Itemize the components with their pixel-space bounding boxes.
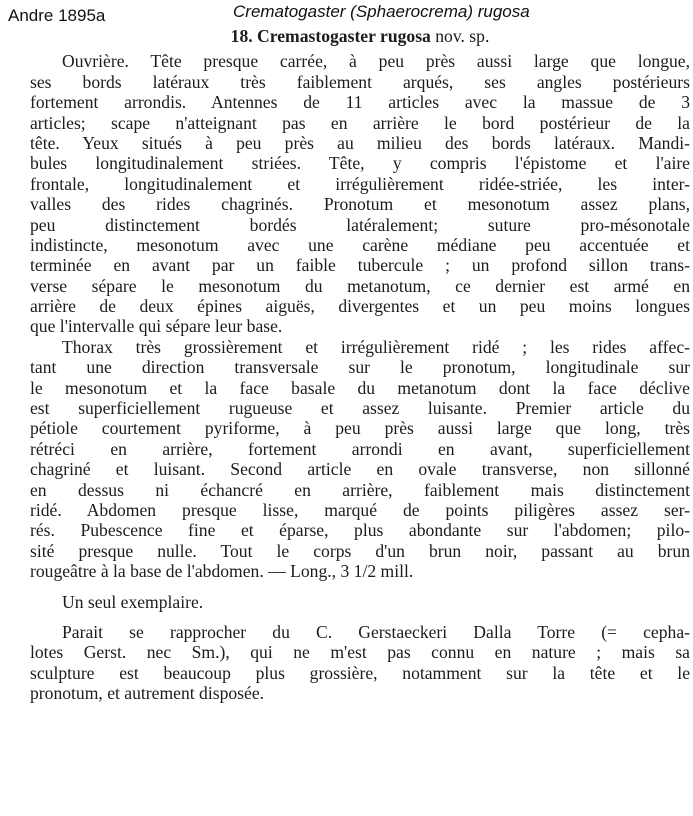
text-line: que l'intervalle qui sépare leur base. (30, 316, 283, 337)
species-name: Cremastogaster rugosa (257, 26, 431, 46)
text-line: bules longitudinalement striées. Tête, y compris l'épistome et l'aire (30, 153, 690, 174)
text-line: ses bords latéraux très faiblement arqués, ses angles postérieurs (30, 71, 690, 92)
citation-label: Andre 1895a (8, 6, 106, 25)
text-line: pronotum, et autrement disposée. (30, 683, 265, 704)
text-line: sité presque nulle. Tout le corps d'un brun noir, passant au brun (30, 540, 690, 561)
text-line: rougeâtre à la base de l'abdomen. — Long., 3 1/2 mill. (30, 561, 414, 582)
paragraph-specimen (30, 592, 690, 612)
text-line: lotes Gerst. nec Sm.), qui ne m'est pas connu en nature ; mais sa (30, 642, 690, 663)
text-line: verse sépare le mesonotum du metanotum, ce dernier est armé en (30, 275, 690, 296)
text-line: terminée en avant par un faible tubercule ; un profond sillon trans- (30, 255, 690, 276)
page-body (30, 24, 690, 704)
paragraph-comparison (30, 622, 690, 704)
text-line: articles; scape n'atteignant pas en arrière le bord postérieur de la (30, 112, 690, 133)
paragraph-thorax (30, 337, 690, 582)
text-line: le mesonotum et la face basale du metanotum dont la face déclive (30, 377, 690, 398)
text-line: ridé. Abdomen presque lisse, marqué de points piligères assez ser- (30, 500, 690, 520)
species-number: 18. (230, 26, 253, 46)
text-line: Un seul exemplaire. (62, 591, 204, 612)
text-line: Ouvrière. Tête presque carrée, à peu près aussi large que longue, (62, 51, 690, 72)
text-line: rétréci en arrière, fortement arrondi en avant, superficiellement (30, 438, 690, 459)
text-line: tête. Yeux situés à peu près au milieu des bords latéraux. Mandi- (30, 132, 690, 153)
species-suffix: nov. sp. (435, 26, 490, 46)
text-line: en dessus ni échancré en arrière, faiblement mais distinctement (30, 479, 690, 500)
text-line: est superficiellement rugueuse et assez luisante. Premier article du (30, 398, 690, 419)
text-line: valles des rides chagrinés. Pronotum et mesonotum assez plans, (30, 194, 690, 215)
text-line: Parait se rapprocher du C. Gerstaeckeri Dalla Torre (= cepha- (62, 621, 690, 642)
text-line: arrière de deux épines aiguës, divergentes et un peu moins longues (30, 296, 690, 317)
paragraph-description (30, 51, 690, 336)
text-line: rés. Pubescence fine et éparse, plus abondante sur l'abdomen; pilo- (30, 520, 690, 541)
species-heading (30, 26, 690, 46)
text-line: indistincte, mesonotum avec une carène médiane peu accentuée et (30, 234, 690, 255)
text-line: fortement arrondis. Antennes de 11 articles avec la massue de 3 (30, 92, 690, 113)
text-line: peu distinctement bordés latéralement; suture pro-mésonotale (30, 214, 690, 235)
taxon-title: Crematogaster (Sphaerocrema) rugosa (233, 2, 530, 21)
text-line: frontale, longitudinalement et irrégulièrement ridée-striée, les inter- (30, 173, 690, 194)
text-line: tant une direction transversale sur le pronotum, longitudinale sur (30, 357, 690, 378)
text-line: pétiole courtement pyriforme, à peu près aussi large que long, très (30, 418, 690, 439)
text-line: sculpture est beaucoup plus grossière, notamment sur la tête et le (30, 662, 690, 683)
text-line: Thorax très grossièrement et irrégulièrement ridé ; les rides affec- (62, 336, 690, 357)
text-line: chagriné et luisant. Second article en ovale transverse, non sillonné (30, 459, 690, 480)
